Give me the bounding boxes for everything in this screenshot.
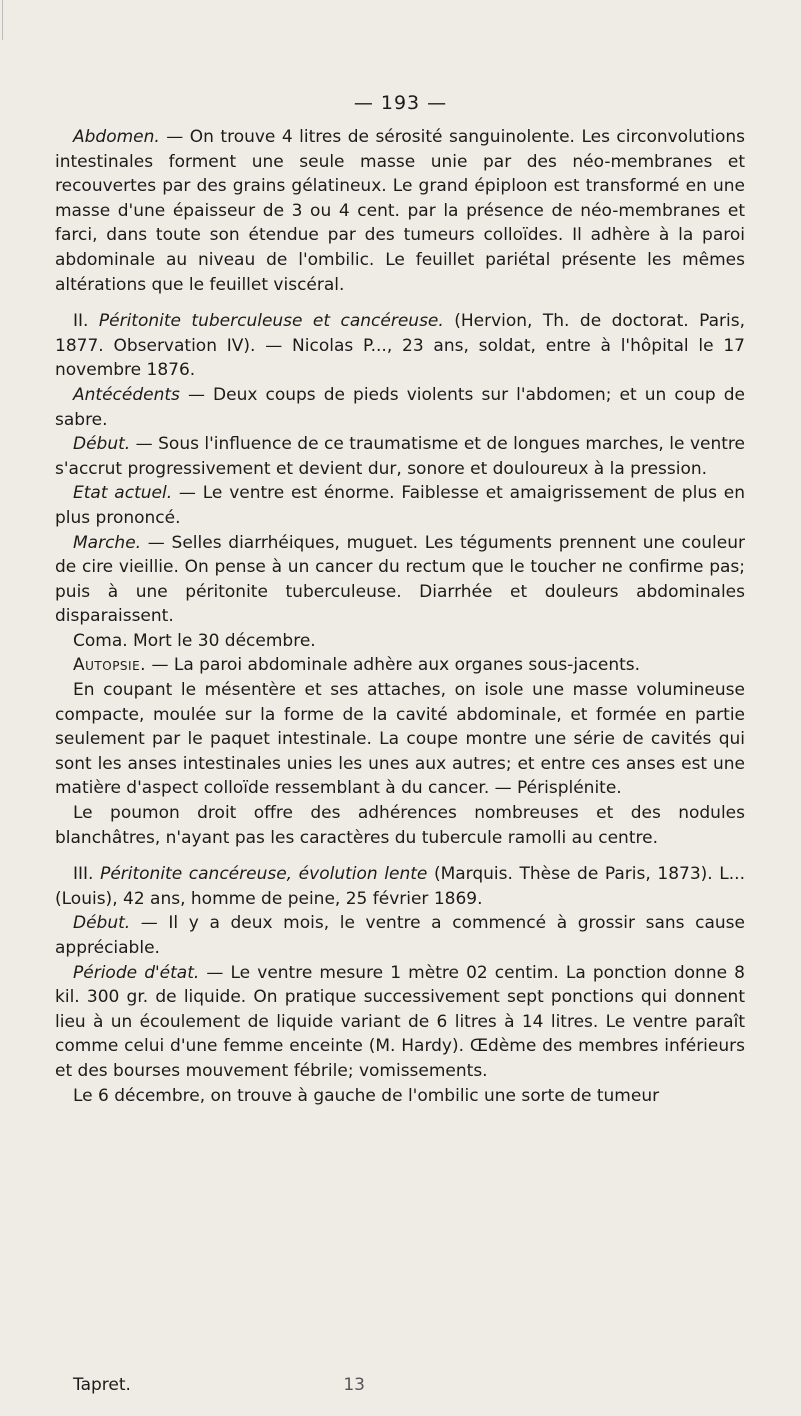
paragraph-debut-2 <box>55 911 745 960</box>
label-periode-etat: Période d'état. <box>73 962 200 983</box>
paragraph-debut <box>55 432 745 481</box>
paragraph-antecedents <box>55 383 745 432</box>
text-etat-actuel: — Le ventre est énorme. Faiblesse et amaigrissement de plus en plus prononcé. <box>55 483 745 528</box>
paragraph-periode-etat <box>55 961 745 1084</box>
case-3-number: III. <box>73 864 101 885</box>
footer-signature: Tapret. <box>73 1375 131 1395</box>
label-antecedents: Antécédents <box>73 384 180 405</box>
text-marche: — Selles diarrhéiques, muguet. Les téguments prennent une couleur de cire vieillie. On pense à un cancer du rectum que le toucher ne confirme pas; puis à une péritonite tuberculeuse. Diarrhée et douleurs abdominales disparaissent. <box>55 532 745 627</box>
paragraph-etat-actuel <box>55 481 745 530</box>
case-3-title: Péritonite cancéreuse, évolution lente <box>100 864 428 885</box>
page-footer <box>55 1375 745 1395</box>
page-number: — 193 — <box>353 92 448 114</box>
paragraph-decembre: Le 6 décembre, on trouve à gauche de l'ombilic une sorte de tumeur <box>73 1085 660 1106</box>
text-abdomen: — On trouve 4 litres de sérosité sanguinolente. Les circonvolutions intestinales forment une seule masse unie par des néo-membranes et recouvertes par des grains gélatineux. Le grand épiploon est transformé en une masse d'une épaisseur de 3 ou 4 cent. par la présence de néo-membranes et farci, dans toute son étendue par des tumeurs colloïdes. Il adhère à la paroi abdominale au niveau de l'ombilic. Le feuillet pariétal présente les mêmes altérations que le feuillet viscéral. <box>55 127 745 295</box>
text-debut-2: — Il y a deux mois, le ventre a commencé à grossir sans cause appréciable. <box>55 913 745 958</box>
case-3-text: (Marquis. Thèse de Paris, 1873). L... (Louis), 42 ans, homme de peine, 25 février 1869. <box>55 864 745 909</box>
paragraph-autopsie <box>55 653 745 678</box>
text-autopsie: — La paroi abdominale adhère aux organes sous-jacents. <box>146 655 641 676</box>
label-debut: Début. <box>73 434 131 455</box>
paragraph-coma: Coma. Mort le 30 décembre. <box>73 630 316 651</box>
page-edge-line <box>2 0 3 40</box>
case-2-title: Péritonite tuberculeuse et cancéreuse. <box>98 311 444 332</box>
paragraph-abdomen <box>55 125 745 297</box>
paragraph-case-3-heading <box>55 862 745 911</box>
case-2-number: II. <box>73 311 99 332</box>
label-autopsie: Autopsie. <box>73 655 147 676</box>
text-periode-etat: — Le ventre mesure 1 mètre 02 centim. La ponction donne 8 kil. 300 gr. de liquide. On pratique successivement sept ponctions qui donnent lieu à un écoulement de liquide variant de 6 litres à 14 litres. Le ventre paraît comme celui d'une femme enceinte (M. Hardy). Œdème des membres inférieurs et des bourses mouvement fébrile; vomissements. <box>55 962 745 1081</box>
case-2-text: (Hervion, Th. de doctorat. Paris, 1877. Observation IV). — Nicolas P..., 23 ans, soldat, entre à l'hôpital le 17 novembre 1876. <box>55 311 745 381</box>
body-text <box>55 125 745 1108</box>
text-antecedents: — Deux coups de pieds violents sur l'abdomen; et un coup de sabre. <box>55 384 745 430</box>
label-debut-2: Début. <box>73 913 131 934</box>
text-debut: — Sous l'influence de ce traumatisme et de longues marches, le ventre s'accrut progressivement et devient dur, sonore et douloureux à la pression. <box>55 434 745 479</box>
label-etat-actuel: Etat actuel. <box>73 483 173 504</box>
paragraph-poumon: Le poumon droit offre des adhérences nombreuses et des nodules blanchâtres, n'ayant pas les caractères du tubercule ramolli au centre. <box>55 803 745 848</box>
label-marche: Marche. <box>73 532 142 553</box>
label-abdomen: Abdomen. <box>73 127 160 147</box>
paragraph-mesentere: En coupant le mésentère et ses attaches, on isole une masse volumineuse compacte, moulée sur la forme de la cavité abdominale, et formée en partie seulement par le paquet intestinale. La coupe montre une série de cavités qui sont les anses intestinales unies les unes aux autres; et entre ces anses est une matière d'aspect colloïde ressemblant à du cancer. — Périsplénite. <box>55 680 745 799</box>
footer-signature-number: 13 <box>343 1375 365 1395</box>
paragraph-case-2-heading <box>55 309 745 383</box>
paragraph-marche <box>55 531 745 629</box>
